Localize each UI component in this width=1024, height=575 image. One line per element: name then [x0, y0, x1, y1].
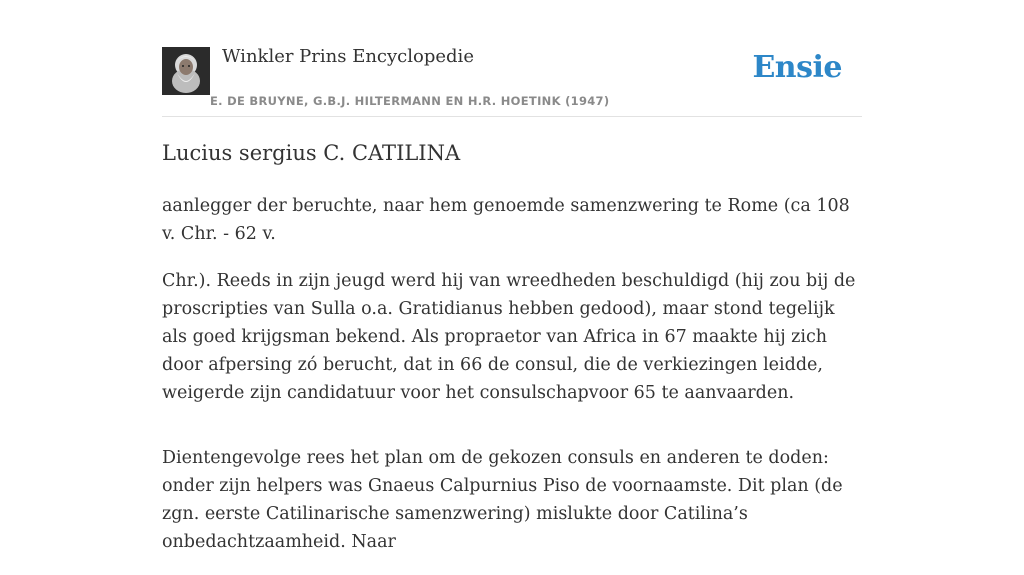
- paragraph: aanlegger der beruchte, naar hem genoemde samenzwering te Rome (ca 108 v. Chr. - 62 v.: [162, 196, 850, 244]
- author-avatar: [162, 47, 210, 95]
- header: [162, 0, 862, 117]
- authors-credit: E. DE BRUYNE, G.B.J. HILTERMANN EN H.R. HOETINK (1947): [210, 94, 610, 108]
- brand-logo-link[interactable]: Ensie: [752, 50, 842, 85]
- paragraph: Chr.). Reeds in zijn jeugd werd hij van wreedheden beschuldigd (hij zou bij de proscripties van Sulla o.a. Gratidianus hebben gedood), maar stond tegelijk als goed krijgsman bekend. Als propraetor van Africa in 67 maakte hij zich door afpersing zó berucht, dat in 66 de consul, die de verkiezingen leidde, weigerde zijn candidatuur voor het consulschapvoor 65 te aanvaarden.: [162, 271, 856, 403]
- page-container: [162, 0, 862, 552]
- article-title: Lucius sergius C. CATILINA: [162, 141, 461, 165]
- article-body: [162, 192, 862, 575]
- paragraph: Dientengevolge rees het plan om de gekozen consuls en anderen te doden: onder zijn helpers was Gnaeus Calpurnius Piso de voornaamste. Dit plan (de zgn. eerste Catilinarische samenzwering) mislukte door Catilina’s onbedachtzaamheid. Naar: [162, 448, 843, 552]
- encyclopedia-title[interactable]: Winkler Prins Encyclopedie: [222, 46, 474, 67]
- portrait-icon: [162, 47, 210, 95]
